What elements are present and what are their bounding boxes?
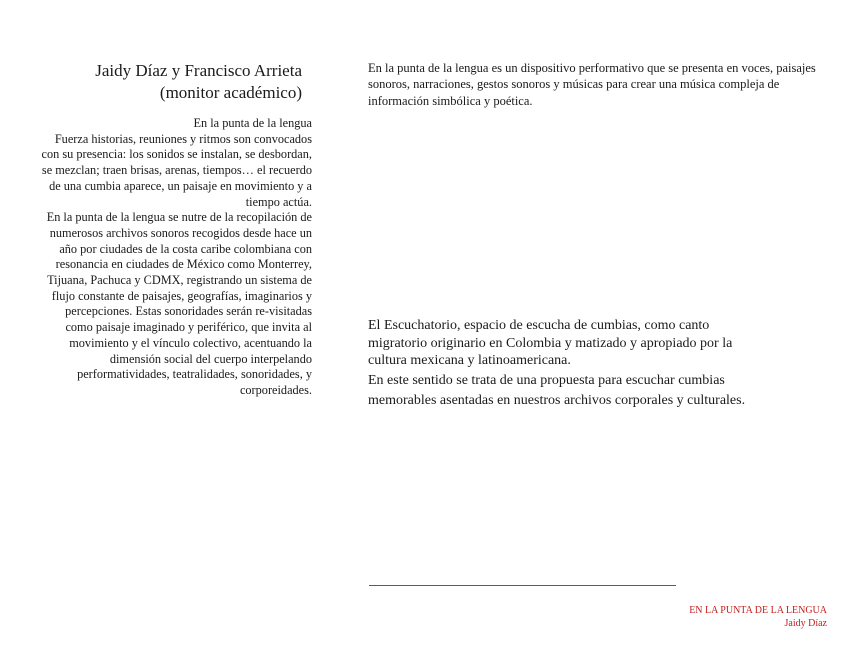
left-paragraph-1: Fuerza historias, reuniones y ritmos son convocados con su presencia: los sonidos se instalan, se desbordan, se mezclan; traen brisas, arenas, tiempos… el recuerdo de una cumbia aparece, un paisaje en movimiento y a tiempo actúa. — [41, 131, 312, 209]
right-lower-paragraph-1: El Escuchatorio, espacio de escucha de cumbias, como canto migratorio originario en Colombia y matizado y apropiado por la cultura mexicana y latinoamericana. — [368, 318, 733, 368]
red-divider-line — [369, 585, 676, 586]
right-intro-block — [368, 60, 818, 109]
page-footer — [689, 605, 827, 630]
left-column-text — [36, 116, 312, 399]
left-paragraph-2: En la punta de la lengua se nutre de la recopilación de numerosos archivos sonoros recogidos desde hace un año por ciudades de la costa caribe colombiana con resonancia en ciudades de México como Monterrey, Tijuana, Pachuca y CDMX, registrando un sistema de flujo constante de paisajes, geografías, imaginarios y percepciones. Estas sonoridades serán re-visitadas como paisaje imaginado y periférico, que invita al movimiento y el vínculo colectivo, acentuando la dimensión social del cuerpo interpelando performatividades, teatralidades, sonoridades, y corporeidades. — [46, 210, 312, 397]
footer-title: EN LA PUNTA DE LA LENGUA — [689, 605, 827, 616]
left-title: En la punta de la lengua — [193, 116, 312, 130]
right-lower-paragraph-2: En este sentido se trata de una propuesta para escuchar cumbias memorables asentadas en nuestros archivos corporales y culturales. — [368, 372, 746, 408]
footer-author: Jaidy Díaz — [784, 617, 827, 629]
authors-role: (monitor académico) — [159, 83, 302, 102]
right-intro-paragraph: En la punta de la lengua es un dispositivo performativo que se presenta en voces, paisajes sonoros, narraciones, gestos sonoros y músicas para crear una música compleja de información simbólica y poética. — [368, 61, 816, 108]
right-lower-block — [368, 317, 758, 411]
authors-names: Jaidy Díaz y Francisco Arrieta — [95, 61, 302, 80]
authors-heading — [40, 60, 302, 104]
